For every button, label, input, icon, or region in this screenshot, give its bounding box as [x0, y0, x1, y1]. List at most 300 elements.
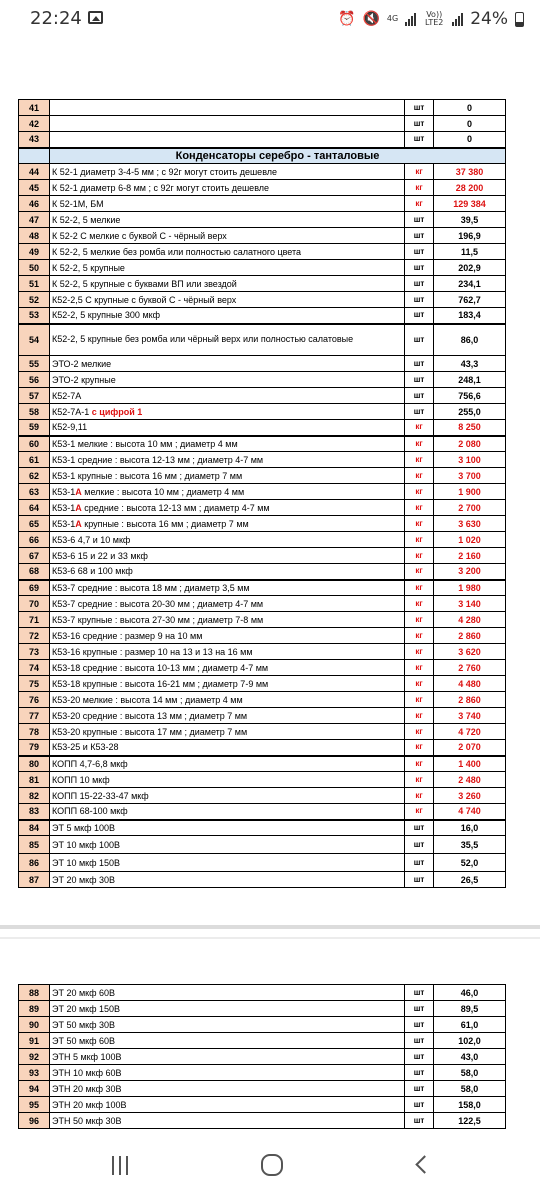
price-cell: 58,0	[434, 1081, 506, 1097]
price-table	[18, 99, 506, 888]
unit-cell: кг	[405, 772, 434, 788]
unit-cell: шт	[405, 292, 434, 308]
gallery-notification-icon	[88, 11, 103, 24]
table-row	[19, 724, 506, 740]
row-number: 45	[19, 180, 50, 196]
table-row	[19, 132, 506, 148]
network-type: 4G	[386, 14, 399, 23]
price-cell: 37 380	[434, 164, 506, 180]
unit-cell: шт	[405, 388, 434, 404]
section-header: Конденсаторы серебро - танталовые	[50, 148, 506, 164]
table-row	[19, 660, 506, 676]
unit-cell: кг	[405, 420, 434, 436]
table-row	[19, 788, 506, 804]
unit-cell: кг	[405, 660, 434, 676]
price-cell: 129 384	[434, 196, 506, 212]
table-row	[19, 452, 506, 468]
table-row	[19, 1113, 506, 1129]
row-number: 49	[19, 244, 50, 260]
unit-cell: шт	[405, 854, 434, 872]
table-row	[19, 180, 506, 196]
price-cell: 2 860	[434, 628, 506, 644]
price-cell: 2 070	[434, 740, 506, 756]
table-row	[19, 854, 506, 872]
row-number: 66	[19, 532, 50, 548]
row-number: 60	[19, 436, 50, 452]
unit-cell: шт	[405, 1001, 434, 1017]
row-number: 50	[19, 260, 50, 276]
row-number: 88	[19, 985, 50, 1001]
item-name: К52-9,11	[50, 420, 405, 436]
price-cell: 183,4	[434, 308, 506, 324]
item-name: К53-18 крупные : высота 16-21 мм ; диаметр 7-9 мм	[50, 676, 405, 692]
table-row	[19, 516, 506, 532]
price-cell: 2 160	[434, 548, 506, 564]
unit-cell: кг	[405, 564, 434, 580]
row-number: 74	[19, 660, 50, 676]
item-name: ЭТН 20 мкф 100В	[50, 1097, 405, 1113]
row-number: 52	[19, 292, 50, 308]
item-name: КОПП 68-100 мкф	[50, 804, 405, 820]
table-row	[19, 164, 506, 180]
table-row	[19, 356, 506, 372]
price-cell: 11,5	[434, 244, 506, 260]
item-name	[50, 500, 405, 516]
item-name: К53-6 15 и 22 и 33 мкф	[50, 548, 405, 564]
price-cell: 158,0	[434, 1097, 506, 1113]
price-cell: 1 400	[434, 756, 506, 772]
row-number: 92	[19, 1049, 50, 1065]
price-cell: 2 760	[434, 660, 506, 676]
price-cell: 52,0	[434, 854, 506, 872]
unit-cell: кг	[405, 676, 434, 692]
item-name: ЭТН 5 мкф 100В	[50, 1049, 405, 1065]
item-name: К 52-2 С мелкие с буквой С - чёрный верх	[50, 228, 405, 244]
unit-cell: шт	[405, 100, 434, 116]
row-number: 90	[19, 1017, 50, 1033]
row-number: 53	[19, 308, 50, 324]
unit-cell: шт	[405, 1033, 434, 1049]
item-name-rest: средние : высота 12-13 мм ; диаметр 4-7 мм	[81, 502, 270, 513]
table-row	[19, 228, 506, 244]
table-row	[19, 292, 506, 308]
price-cell: 4 280	[434, 612, 506, 628]
row-number: 84	[19, 820, 50, 836]
unit-cell: шт	[405, 228, 434, 244]
row-number: 43	[19, 132, 50, 148]
unit-cell: шт	[405, 1049, 434, 1065]
item-name: К53-7 средние : высота 18 мм ; диаметр 3,5 мм	[50, 580, 405, 596]
unit-cell: шт	[405, 356, 434, 372]
table-row	[19, 644, 506, 660]
price-table-page2	[18, 984, 506, 1129]
unit-cell: кг	[405, 452, 434, 468]
row-number: 69	[19, 580, 50, 596]
row-number: 64	[19, 500, 50, 516]
item-name: КОПП 10 мкф	[50, 772, 405, 788]
table-row	[19, 324, 506, 356]
table-row	[19, 692, 506, 708]
table-row	[19, 1065, 506, 1081]
item-name	[50, 484, 405, 500]
price-cell: 102,0	[434, 1033, 506, 1049]
row-number: 93	[19, 1065, 50, 1081]
battery-icon	[515, 12, 524, 27]
item-name: К53-16 крупные : размер 10 на 13 и 13 на 16 мм	[50, 644, 405, 660]
price-cell: 3 140	[434, 596, 506, 612]
battery-percent: 24%	[470, 9, 508, 29]
item-name	[50, 100, 405, 116]
price-cell: 122,5	[434, 1113, 506, 1129]
status-bar	[0, 0, 540, 40]
table-row	[19, 116, 506, 132]
price-cell: 0	[434, 116, 506, 132]
unit-cell: шт	[405, 404, 434, 420]
home-button[interactable]	[261, 1154, 283, 1176]
row-number: 67	[19, 548, 50, 564]
row-number: 68	[19, 564, 50, 580]
row-number: 89	[19, 1001, 50, 1017]
item-name: ЭТ 20 мкф 150В	[50, 1001, 405, 1017]
price-table-body	[19, 100, 506, 888]
unit-cell: шт	[405, 1097, 434, 1113]
price-cell: 2 700	[434, 500, 506, 516]
row-number: 72	[19, 628, 50, 644]
table-row	[19, 564, 506, 580]
signal-icon	[405, 13, 416, 26]
row-number: 86	[19, 854, 50, 872]
row-number: 42	[19, 116, 50, 132]
row-number: 47	[19, 212, 50, 228]
item-name: К 52-2, 5 крупные	[50, 260, 405, 276]
unit-cell: кг	[405, 468, 434, 484]
item-name: КОПП 15-22-33-47 мкф	[50, 788, 405, 804]
item-name: К53-16 средние : размер 9 на 10 мм	[50, 628, 405, 644]
unit-cell: шт	[405, 820, 434, 836]
unit-cell: шт	[405, 1081, 434, 1097]
table-row	[19, 404, 506, 420]
status-time: 22:24	[30, 8, 82, 29]
item-name: К 52-1 диаметр 6-8 мм ; с 92г могут стоить дешевле	[50, 180, 405, 196]
item-name: ЭТ 10 мкф 100В	[50, 836, 405, 854]
table-row	[19, 804, 506, 820]
price-cell: 61,0	[434, 1017, 506, 1033]
unit-cell: шт	[405, 308, 434, 324]
table-row	[19, 836, 506, 854]
table-row	[19, 484, 506, 500]
unit-cell: кг	[405, 612, 434, 628]
row-number: 62	[19, 468, 50, 484]
unit-cell: шт	[405, 872, 434, 888]
table-row	[19, 820, 506, 836]
unit-cell: кг	[405, 724, 434, 740]
unit-cell: шт	[405, 836, 434, 854]
price-cell: 3 100	[434, 452, 506, 468]
table-row	[19, 1097, 506, 1113]
item-name: ЭТН 10 мкф 60В	[50, 1065, 405, 1081]
price-cell: 28 200	[434, 180, 506, 196]
row-number: 75	[19, 676, 50, 692]
page-divider	[0, 925, 540, 929]
unit-cell: кг	[405, 644, 434, 660]
table-row	[19, 1017, 506, 1033]
price-cell: 35,5	[434, 836, 506, 854]
item-name-highlight: А	[75, 502, 82, 513]
row-number: 81	[19, 772, 50, 788]
unit-cell: шт	[405, 985, 434, 1001]
price-cell: 1 020	[434, 532, 506, 548]
unit-cell: шт	[405, 1113, 434, 1129]
row-number: 44	[19, 164, 50, 180]
item-name-prefix: К53-1	[52, 486, 76, 497]
unit-cell: кг	[405, 548, 434, 564]
page-divider-shadow	[0, 937, 540, 939]
row-number: 58	[19, 404, 50, 420]
item-name	[50, 516, 405, 532]
row-number: 63	[19, 484, 50, 500]
item-name: К 52-2, 5 мелкие	[50, 212, 405, 228]
table-row	[19, 548, 506, 564]
price-cell: 756,6	[434, 388, 506, 404]
unit-cell: кг	[405, 788, 434, 804]
price-cell: 86,0	[434, 324, 506, 356]
table-row	[19, 244, 506, 260]
row-number: 87	[19, 872, 50, 888]
price-cell: 255,0	[434, 404, 506, 420]
unit-cell: кг	[405, 756, 434, 772]
unit-cell: шт	[405, 276, 434, 292]
item-name: ЭТ 20 мкф 30В	[50, 872, 405, 888]
row-number: 70	[19, 596, 50, 612]
price-cell: 39,5	[434, 212, 506, 228]
item-name: К53-7 средние : высота 20-30 мм ; диаметр 4-7 мм	[50, 596, 405, 612]
item-name: К53-7 крупные : высота 27-30 мм ; диаметр 7-8 мм	[50, 612, 405, 628]
price-cell: 3 740	[434, 708, 506, 724]
table-row	[19, 985, 506, 1001]
navigation-bar	[0, 1140, 540, 1200]
row-number: 56	[19, 372, 50, 388]
unit-cell: кг	[405, 804, 434, 820]
item-name: К52-7А	[50, 388, 405, 404]
item-name: К 52-2, 5 крупные с буквами ВП или звездой	[50, 276, 405, 292]
item-name: ЭТ 5 мкф 100В	[50, 820, 405, 836]
unit-cell: шт	[405, 212, 434, 228]
table-row	[19, 756, 506, 772]
unit-cell: шт	[405, 244, 434, 260]
price-cell: 43,0	[434, 1049, 506, 1065]
row-number: 59	[19, 420, 50, 436]
table-row	[19, 436, 506, 452]
price-cell: 16,0	[434, 820, 506, 836]
table-row	[19, 468, 506, 484]
item-name: ЭТН 50 мкф 30В	[50, 1113, 405, 1129]
row-number: 41	[19, 100, 50, 116]
table-row	[19, 628, 506, 644]
row-number: 95	[19, 1097, 50, 1113]
table-row	[19, 196, 506, 212]
price-cell: 1 980	[434, 580, 506, 596]
unit-cell: шт	[405, 324, 434, 356]
price-cell: 3 630	[434, 516, 506, 532]
unit-cell: кг	[405, 516, 434, 532]
recents-button[interactable]	[112, 1156, 128, 1175]
unit-cell: шт	[405, 1065, 434, 1081]
table-row	[19, 612, 506, 628]
item-name: К53-20 крупные : высота 17 мм ; диаметр 7 мм	[50, 724, 405, 740]
table-row	[19, 276, 506, 292]
unit-cell: кг	[405, 580, 434, 596]
item-name	[50, 132, 405, 148]
row-number: 79	[19, 740, 50, 756]
unit-cell: кг	[405, 180, 434, 196]
price-cell: 8 250	[434, 420, 506, 436]
item-name-text: К52-7А-1	[52, 406, 90, 417]
price-cell: 3 200	[434, 564, 506, 580]
price-cell: 0	[434, 132, 506, 148]
volte-indicator: Vo)) LTE2	[425, 10, 444, 27]
unit-cell: шт	[405, 1017, 434, 1033]
unit-cell: шт	[405, 372, 434, 388]
row-number: 94	[19, 1081, 50, 1097]
unit-cell: кг	[405, 628, 434, 644]
price-cell: 43,3	[434, 356, 506, 372]
price-cell: 46,0	[434, 985, 506, 1001]
item-name: К53-20 мелкие : высота 14 мм ; диаметр 4 мм	[50, 692, 405, 708]
item-name: К 52-1М, БМ	[50, 196, 405, 212]
unit-cell: кг	[405, 196, 434, 212]
unit-cell: шт	[405, 260, 434, 276]
table-row	[19, 580, 506, 596]
table-row	[19, 708, 506, 724]
table-row	[19, 772, 506, 788]
row-number: 61	[19, 452, 50, 468]
table-row	[19, 872, 506, 888]
price-cell: 248,1	[434, 372, 506, 388]
item-name: ЭТ 20 мкф 60В	[50, 985, 405, 1001]
signal2-icon	[452, 13, 463, 26]
row-number: 82	[19, 788, 50, 804]
alarm-icon: ⏰	[338, 11, 356, 27]
item-name: КОПП 4,7-6,8 мкф	[50, 756, 405, 772]
item-name: К 52-2, 5 мелкие без ромба или полностью салатного цвета	[50, 244, 405, 260]
table-row	[19, 1049, 506, 1065]
price-cell: 1 900	[434, 484, 506, 500]
table-row	[19, 100, 506, 116]
price-cell: 2 480	[434, 772, 506, 788]
item-name: ЭТН 20 мкф 30В	[50, 1081, 405, 1097]
item-name: ЭТ 50 мкф 60В	[50, 1033, 405, 1049]
item-name-prefix: К53-1	[52, 518, 76, 529]
price-cell: 3 620	[434, 644, 506, 660]
price-cell: 3 700	[434, 468, 506, 484]
row-number: 71	[19, 612, 50, 628]
row-number: 57	[19, 388, 50, 404]
item-name: К52-2, 5 крупные 300 мкф	[50, 308, 405, 324]
row-number: 65	[19, 516, 50, 532]
table-row	[19, 596, 506, 612]
price-cell: 89,5	[434, 1001, 506, 1017]
mute-icon: 🔇	[362, 11, 380, 27]
table-row	[19, 308, 506, 324]
row-number: 77	[19, 708, 50, 724]
unit-cell: кг	[405, 500, 434, 516]
table-row	[19, 1033, 506, 1049]
price-cell: 3 260	[434, 788, 506, 804]
row-number: 76	[19, 692, 50, 708]
price-cell: 4 740	[434, 804, 506, 820]
item-name: К53-1 мелкие : высота 10 мм ; диаметр 4 мм	[50, 436, 405, 452]
unit-cell: шт	[405, 132, 434, 148]
item-name-rest: мелкие : высота 10 мм ; диаметр 4 мм	[81, 486, 245, 497]
item-name: К53-20 средние : высота 13 мм ; диаметр 7 мм	[50, 708, 405, 724]
item-name: К53-6 68 и 100 мкф	[50, 564, 405, 580]
table-row	[19, 532, 506, 548]
price-cell: 26,5	[434, 872, 506, 888]
item-name: К53-25 и К53-28	[50, 740, 405, 756]
row-number: 46	[19, 196, 50, 212]
row-number: 73	[19, 644, 50, 660]
item-name: К52-2, 5 крупные без ромба или чёрный верх или полностью салатовые	[50, 324, 405, 356]
unit-cell: кг	[405, 692, 434, 708]
price-cell: 234,1	[434, 276, 506, 292]
price-cell: 58,0	[434, 1065, 506, 1081]
price-cell: 196,9	[434, 228, 506, 244]
row-number: 51	[19, 276, 50, 292]
row-number: 80	[19, 756, 50, 772]
table-row	[19, 1001, 506, 1017]
table-row	[19, 260, 506, 276]
table-row	[19, 212, 506, 228]
unit-cell: кг	[405, 532, 434, 548]
item-name: К53-18 средние : высота 10-13 мм ; диаметр 4-7 мм	[50, 660, 405, 676]
row-number: 54	[19, 324, 50, 356]
item-name-rest: крупные : высота 16 мм ; диаметр 7 мм	[81, 518, 249, 529]
row-number: 96	[19, 1113, 50, 1129]
item-name: К53-1 средние : высота 12-13 мм ; диаметр 4-7 мм	[50, 452, 405, 468]
item-name: ЭТО-2 крупные	[50, 372, 405, 388]
section-header-row	[19, 148, 506, 164]
section-header-spacer	[19, 148, 50, 164]
item-name: К53-1 крупные : высота 16 мм ; диаметр 7 мм	[50, 468, 405, 484]
price-cell: 2 080	[434, 436, 506, 452]
item-name-highlight: А	[75, 486, 82, 497]
unit-cell: кг	[405, 436, 434, 452]
item-name: К 52-1 диаметр 3-4-5 мм ; с 92г могут стоить дешевле	[50, 164, 405, 180]
price-cell: 4 720	[434, 724, 506, 740]
table-row	[19, 388, 506, 404]
unit-cell: кг	[405, 596, 434, 612]
unit-cell: шт	[405, 116, 434, 132]
row-number: 83	[19, 804, 50, 820]
table-row	[19, 500, 506, 516]
table-row	[19, 420, 506, 436]
table-row	[19, 1081, 506, 1097]
row-number: 78	[19, 724, 50, 740]
item-name	[50, 116, 405, 132]
price-cell: 4 480	[434, 676, 506, 692]
item-name: К52-2,5 С крупные с буквой С - чёрный верх	[50, 292, 405, 308]
row-number: 85	[19, 836, 50, 854]
item-name-prefix: К53-1	[52, 502, 76, 513]
price-cell: 2 860	[434, 692, 506, 708]
item-name: К53-6 4,7 и 10 мкф	[50, 532, 405, 548]
price-table-body-page2	[19, 985, 506, 1129]
unit-cell: кг	[405, 484, 434, 500]
item-name-highlight: А	[75, 518, 82, 529]
back-button[interactable]	[415, 1155, 433, 1173]
status-icons	[338, 9, 524, 29]
unit-cell: кг	[405, 164, 434, 180]
